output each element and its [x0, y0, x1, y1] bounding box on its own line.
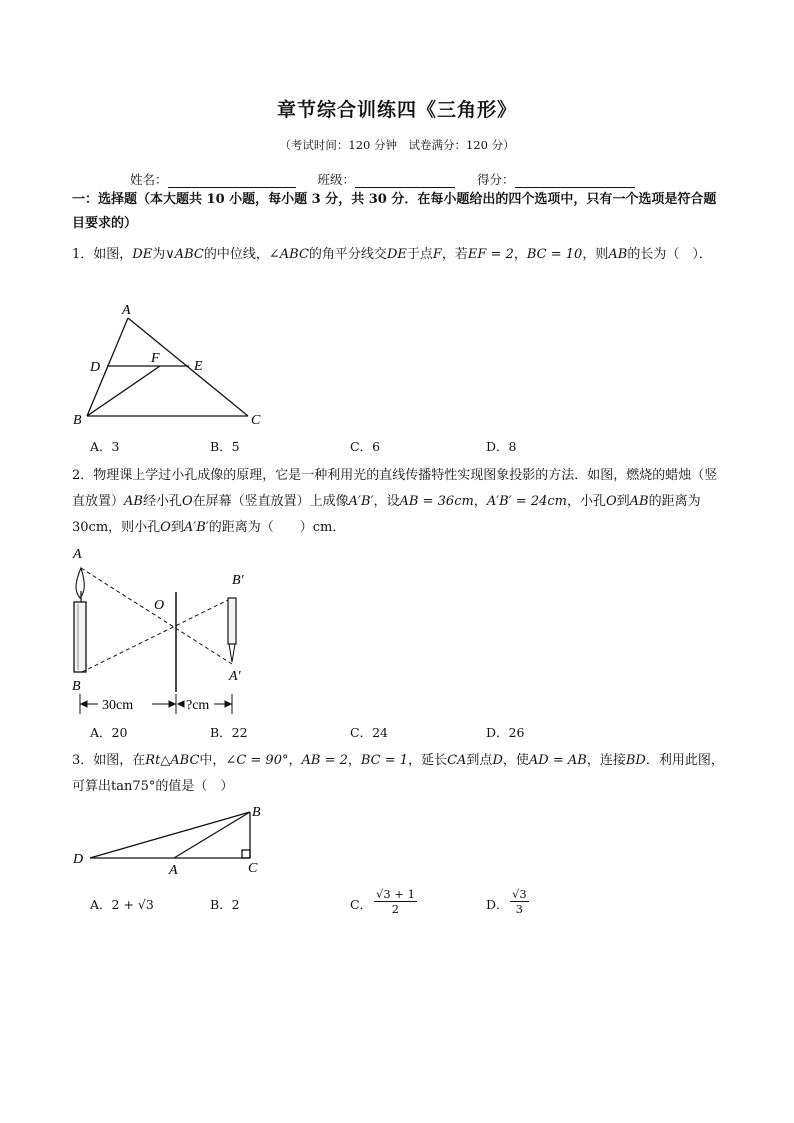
q1-label-a: A [122, 303, 131, 318]
q1-option-a[interactable]: A．3 [90, 439, 120, 454]
candle-icon [74, 568, 86, 672]
q3-option-c[interactable]: C． [350, 897, 373, 912]
q3-option-a[interactable]: A．2 + √3 [90, 897, 154, 912]
score-field[interactable] [477, 170, 635, 188]
q2-label-b: B [72, 679, 81, 694]
q3-option-b[interactable]: B．2 [210, 897, 240, 912]
score-blank[interactable] [515, 173, 635, 188]
q2-option-c[interactable]: C．24 [350, 725, 388, 740]
q3-option-c-fraction: $\frac{√3 + 1}{2}$ [376, 887, 415, 916]
name-label: 姓名： [130, 172, 168, 187]
q3-label-b: B [252, 805, 261, 820]
exam-info: （考试时间：120 分钟 试卷满分：120 分） [279, 138, 515, 152]
q2-label-a: A [73, 547, 82, 562]
q3-label-c: C [248, 861, 258, 876]
q3-option-d[interactable]: D． [486, 897, 509, 912]
question-2-text: 2．物理课上学过小孔成像的原理，它是一种利用光的直线传播特性实现图象投影的方法．如图，燃烧的蜡烛（竖直放置）AB经小孔O在屏幕（竖直放置）上成像A′B′，设AB = 36cm，A′B′ = 24cm，小孔O到AB的距离为30cm，则小孔O到A′B′的距离为（ ）cm． [72, 468, 718, 535]
class-field[interactable] [318, 170, 456, 188]
q2-label-a-prime: A′ [229, 669, 241, 684]
question-3-figure [70, 800, 280, 882]
page-title: 章节综合训练四《三角形》 [276, 99, 517, 121]
class-blank[interactable] [355, 173, 455, 188]
q1-option-d[interactable]: D．8 [486, 439, 517, 454]
score-label: 得分： [477, 172, 515, 187]
question-1-text: 1．如图，DE为∨ABC的中位线，∠ABC的角平分线交DE于点F，若EF = 2，BC = 10，则AB的长为（ ）． [72, 247, 712, 262]
q1-label-b: B [73, 413, 82, 428]
q1-label-f: F [151, 351, 160, 366]
q3-label-d: D [73, 852, 84, 867]
question-1-figure [70, 298, 280, 430]
question-2-figure [66, 542, 266, 720]
q2-dist-1: 30cm [102, 698, 134, 713]
class-label: 班级： [317, 172, 356, 187]
q1-label-d: D [90, 360, 101, 375]
q2-option-d[interactable]: D．26 [486, 725, 525, 740]
student-info-line [130, 170, 690, 188]
q2-label-b-prime: B′ [232, 573, 244, 588]
q2-option-a[interactable]: A．20 [90, 725, 128, 740]
q2-dist-2: ?cm [186, 698, 210, 713]
q1-option-c[interactable]: C．6 [350, 439, 381, 454]
question-3-text: 3．如图，在Rt△ABC中，∠C = 90°，AB = 2，BC = 1，延长CA到点D，使AD = AB，连接BD．利用此图，可算出tan75°的值是（ ） [72, 753, 724, 794]
q1-label-e: E [194, 359, 203, 374]
name-blank[interactable] [168, 173, 296, 188]
q1-label-c: C [251, 413, 261, 428]
q2-option-b[interactable]: B．22 [210, 725, 248, 740]
section-heading: 一：选择题（本大题共 10 小题，每小题 3 分，共 30 分．在每小题给出的四个选项中，只有一个选项是符合题目要求的） [72, 192, 717, 231]
q3-label-a: A [169, 863, 178, 878]
q3-option-d-fraction: $\frac{√3}{3}$ [512, 887, 527, 916]
q1-option-b[interactable]: B．5 [210, 439, 240, 454]
name-field[interactable] [130, 170, 296, 188]
q2-label-o: O [154, 598, 165, 613]
inverted-image-icon [228, 598, 236, 662]
